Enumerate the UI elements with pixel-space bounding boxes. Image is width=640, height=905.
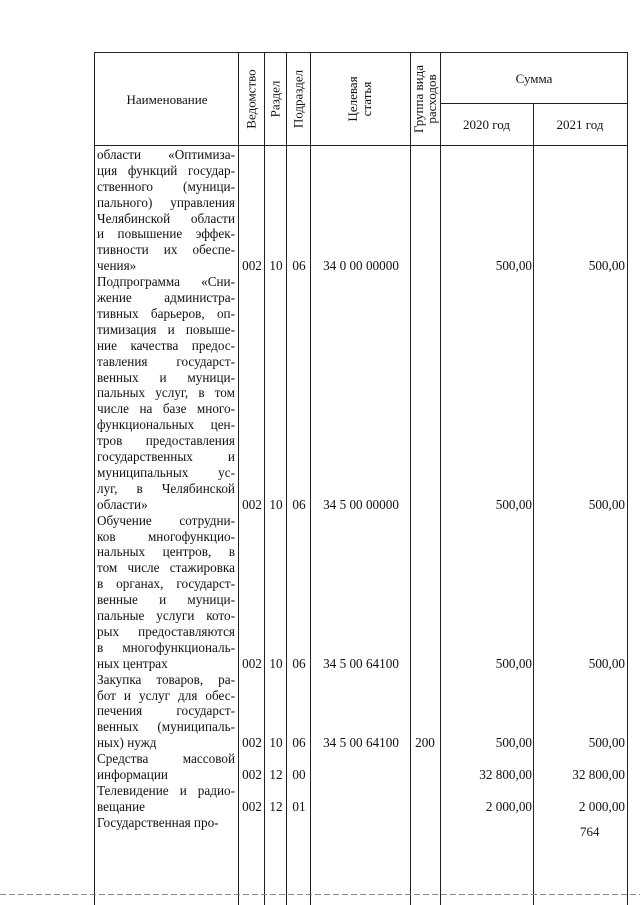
cell-sum-2020: 500,00 bbox=[495, 655, 532, 671]
bottom-scan-edge bbox=[0, 894, 640, 895]
cell-celevaya: 34 5 00 00000 bbox=[323, 496, 399, 512]
row-name-line: бот и услуг для обес- bbox=[97, 687, 235, 703]
row-name-line: государственных и bbox=[97, 448, 235, 464]
row-name-line: и повышение эффек- bbox=[97, 226, 235, 242]
row-name-line: ция функций государ- bbox=[97, 162, 235, 178]
row-name-line: Телевидение и радио- bbox=[97, 783, 235, 798]
cell-sum-2020: 2 000,00 bbox=[485, 798, 532, 814]
row-name-line: информации bbox=[97, 767, 168, 783]
row-name-line: луг, в Челябинской bbox=[97, 480, 235, 496]
cell-vedomstvo: 002 bbox=[242, 735, 262, 751]
header-gruppa-line-2: расходов bbox=[424, 74, 439, 124]
row-name-line: вещание bbox=[97, 798, 145, 814]
row-name-line: области «Оптимиза- bbox=[97, 147, 235, 162]
row-name-line: муниципальных ус- bbox=[97, 464, 235, 480]
cell-podrazdel: 00 bbox=[292, 767, 306, 783]
cell-gruppa: 200 bbox=[415, 735, 435, 751]
row-name-line: жение администра- bbox=[97, 290, 235, 306]
cell-razdel: 10 bbox=[269, 735, 283, 751]
header-gruppa-line-1: Группа вида bbox=[411, 65, 426, 133]
row-name-line: рых предоставляются bbox=[97, 623, 235, 639]
row-name-line: венные и муници- bbox=[97, 592, 235, 608]
row-name-line: пального) управления bbox=[97, 194, 235, 210]
row-name-line: нальных центров, в bbox=[97, 544, 235, 560]
row-name-line: пальные услуги кото- bbox=[97, 608, 235, 624]
col-border-celevaya bbox=[410, 52, 411, 905]
cell-podrazdel: 06 bbox=[292, 655, 306, 671]
row-name bbox=[97, 274, 235, 512]
cell-sum-2020: 500,00 bbox=[495, 496, 532, 512]
row-name bbox=[97, 815, 235, 831]
row-name-line: Государственная про- bbox=[97, 814, 219, 830]
row-name-line: том числе стажировка bbox=[97, 560, 235, 576]
header-celevaya-line-2: статья bbox=[359, 81, 374, 117]
row-name-line: ных) нужд bbox=[97, 735, 157, 751]
row-name-line: в многофункциональ- bbox=[97, 639, 235, 655]
row-name-line: венных и муници- bbox=[97, 369, 235, 385]
row-name-line: в органах, государст- bbox=[97, 576, 235, 592]
row-name-line: ков многофункцио- bbox=[97, 528, 235, 544]
row-name-line: Закупка товаров, ра- bbox=[97, 671, 235, 687]
header-summa: Сумма bbox=[515, 71, 553, 86]
col-border-podrazdel bbox=[310, 52, 311, 905]
header-razdel: Раздел bbox=[267, 80, 283, 118]
row-name bbox=[97, 783, 235, 815]
row-name-line: тивности их обеспе- bbox=[97, 242, 235, 258]
row-name-line: тров предоставления bbox=[97, 433, 235, 449]
row-name-line: Подпрограмма «Сни- bbox=[97, 274, 235, 290]
cell-podrazdel: 01 bbox=[292, 798, 306, 814]
cell-sum-2020: 500,00 bbox=[495, 258, 532, 274]
col-border-razdel bbox=[286, 52, 287, 905]
row-name-line: ние качества предос- bbox=[97, 337, 235, 353]
row-name-line: Обучение сотрудни- bbox=[97, 512, 235, 528]
cell-vedomstvo: 002 bbox=[242, 655, 262, 671]
row-name bbox=[97, 672, 235, 751]
cell-sum-2021: 500,00 bbox=[588, 496, 625, 512]
header-gruppa bbox=[412, 65, 438, 133]
page-number: 764 bbox=[580, 824, 600, 839]
cell-vedomstvo: 002 bbox=[242, 496, 262, 512]
header-year-2020: 2020 год bbox=[463, 117, 510, 132]
cell-sum-2021: 500,00 bbox=[588, 655, 625, 671]
cell-sum-2021: 2 000,00 bbox=[578, 798, 625, 814]
cell-podrazdel: 06 bbox=[292, 258, 306, 274]
col-border-name bbox=[238, 52, 239, 905]
col-border-2020 bbox=[533, 103, 534, 905]
row-name-line: пальных услуг, в том bbox=[97, 385, 235, 401]
row-name-line: Средства массовой bbox=[97, 751, 235, 767]
cell-razdel: 12 bbox=[269, 798, 283, 814]
row-name bbox=[97, 751, 235, 783]
cell-sum-2021: 500,00 bbox=[588, 258, 625, 274]
row-name-line: Челябинской области bbox=[97, 210, 235, 226]
cell-razdel: 10 bbox=[269, 258, 283, 274]
col-border-ved bbox=[264, 52, 265, 905]
cell-sum-2021: 500,00 bbox=[588, 735, 625, 751]
cell-razdel: 10 bbox=[269, 655, 283, 671]
row-name-line: числе на базе много- bbox=[97, 401, 235, 417]
header-celevaya bbox=[346, 76, 374, 121]
cell-razdel: 12 bbox=[269, 767, 283, 783]
row-name-line: тавления государст- bbox=[97, 353, 235, 369]
cell-podrazdel: 06 bbox=[292, 496, 306, 512]
row-name-line: тивных барьеров, оп- bbox=[97, 305, 235, 321]
cell-podrazdel: 06 bbox=[292, 735, 306, 751]
cell-celevaya: 34 5 00 64100 bbox=[323, 735, 399, 751]
row-name-line: тимизация и повыше- bbox=[97, 321, 235, 337]
header-year-2021: 2021 год bbox=[556, 117, 604, 132]
row-name bbox=[97, 513, 235, 672]
header-podrazdel: Подраздел bbox=[290, 69, 306, 129]
col-border-right bbox=[627, 52, 628, 905]
header-bottom-border bbox=[94, 145, 628, 146]
row-name-line: печения государст- bbox=[97, 703, 235, 719]
cell-vedomstvo: 002 bbox=[242, 767, 262, 783]
row-name-line: венных (муниципаль- bbox=[97, 719, 235, 735]
table-top-border bbox=[94, 52, 628, 53]
summa-subheader-line bbox=[440, 103, 628, 104]
col-border-left bbox=[94, 52, 95, 905]
row-name bbox=[97, 147, 235, 274]
header-celevaya-line-1: Целевая bbox=[345, 76, 360, 122]
cell-sum-2020: 500,00 bbox=[495, 735, 532, 751]
cell-sum-2020: 32 800,00 bbox=[479, 767, 532, 783]
row-name-line: чения» bbox=[97, 258, 137, 274]
cell-razdel: 10 bbox=[269, 496, 283, 512]
row-name-line: ных центрах bbox=[97, 655, 168, 671]
header-name: Наименование bbox=[126, 92, 208, 107]
cell-celevaya: 34 0 00 00000 bbox=[323, 258, 399, 274]
cell-sum-2021: 32 800,00 bbox=[572, 767, 625, 783]
cell-vedomstvo: 002 bbox=[242, 798, 262, 814]
row-name-line: функциональных цен- bbox=[97, 417, 235, 433]
header-vedomstvo: Ведомство bbox=[243, 69, 259, 129]
row-name-line: ственного (муници- bbox=[97, 178, 235, 194]
row-name-line: области» bbox=[97, 496, 148, 512]
cell-celevaya: 34 5 00 64100 bbox=[323, 655, 399, 671]
cell-vedomstvo: 002 bbox=[242, 258, 262, 274]
